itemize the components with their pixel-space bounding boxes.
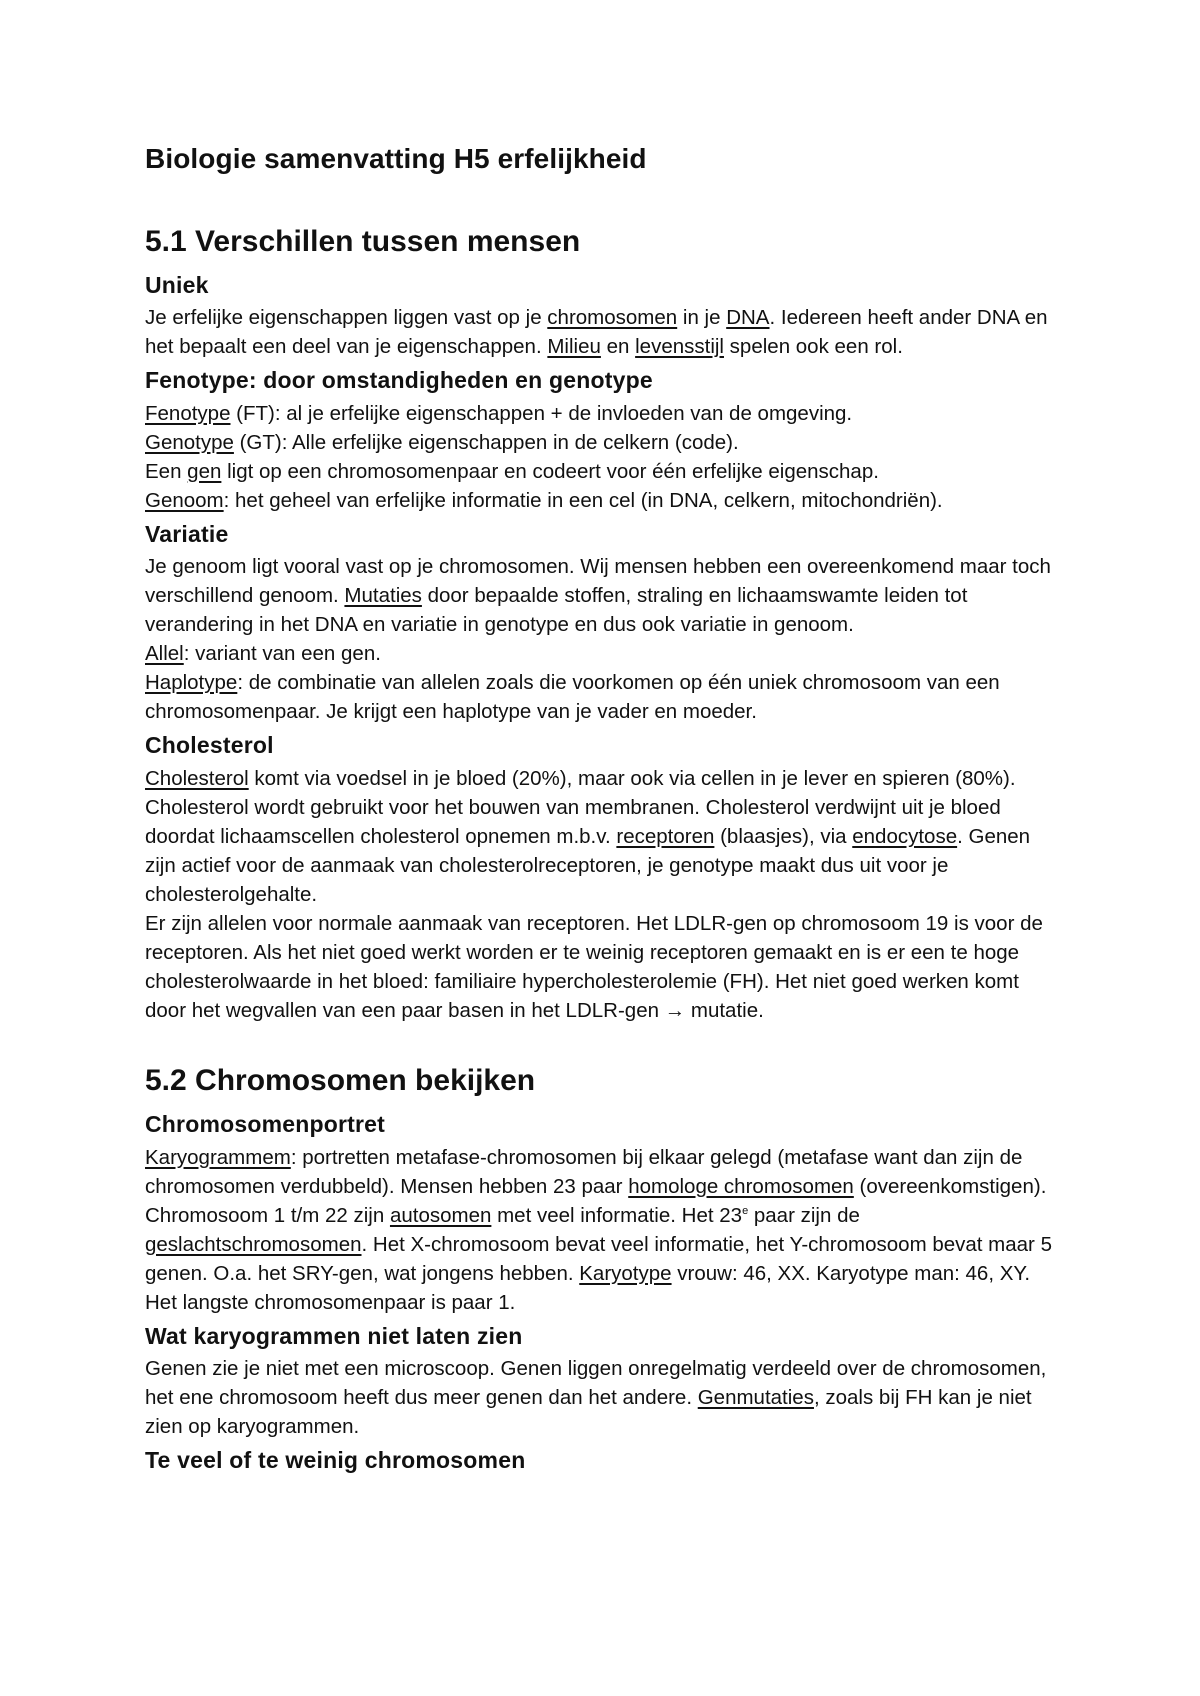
paragraph-variatie [145, 552, 1065, 639]
text-run: : het geheel van erfelijke informatie in een cel (in DNA, celkern, mitochondriën). [223, 488, 943, 512]
text-run: vrouw: 46, XX. Karyotype man: 46, XY. Het langste chromosomenpaar is paar 1. [145, 1261, 1031, 1314]
term-karyotype: Karyotype [579, 1261, 672, 1285]
text-run: Je erfelijke eigenschappen liggen vast op je [145, 306, 548, 330]
text-run: Genen zie je niet met een microscoop. Genen liggen onregelmatig verdeeld over de chromosomen, het ene chromosoom heeft dus meer genen dan het andere. [145, 1357, 1047, 1410]
term-levensstijl: levensstijl [635, 335, 724, 359]
term-milieu: Milieu [547, 335, 601, 359]
text-run: . Iedereen heeft ander DNA en het bepaalt een deel van je eigenschappen. [145, 306, 1048, 359]
section-heading-5-1: 5.1 Verschillen tussen mensen [145, 224, 581, 258]
term-dna: DNA [726, 306, 770, 330]
subheading-variatie: Variatie [145, 520, 229, 547]
term-cholesterol: Cholesterol [145, 766, 249, 790]
definition-gen [145, 457, 1065, 486]
paragraph-cholesterol-2 [145, 909, 1065, 1025]
text-run: (overeenkomstigen). Chromosoom 1 t/m 22 zijn [145, 1174, 1047, 1227]
subheading-cholesterol: Cholesterol [145, 732, 274, 759]
term-geslachtschromosomen: geslachtschromosomen [145, 1232, 362, 1256]
term-haplotype: Haplotype [145, 671, 238, 695]
text-run: Een [145, 459, 188, 483]
term-fenotype: Fenotype [145, 401, 231, 425]
paragraph-uniek [145, 303, 1065, 361]
paragraph-cholesterol-1 [145, 764, 1065, 909]
text-run: in je [677, 306, 727, 330]
text-run: ligt op een chromosomenpaar en codeert voor één erfelijke eigenschap. [221, 459, 879, 483]
term-genmutaties: Genmutaties [697, 1386, 814, 1410]
document-title: Biologie samenvatting H5 erfelijkheid [145, 143, 647, 174]
term-karyogrammem: Karyogrammem [145, 1145, 291, 1169]
text-run: paar zijn de [748, 1203, 860, 1227]
definition-genotype [145, 428, 1065, 457]
text-run: mutatie. [685, 998, 764, 1022]
text-run: (GT): Alle erfelijke eigenschappen in de celkern (code). [233, 430, 739, 454]
subheading-uniek: Uniek [145, 271, 209, 298]
arrow-right-icon: → [664, 998, 686, 1022]
text-run: Er zijn allelen voor normale aanmaak van receptoren. Het LDLR-gen op chromosoom 19 is voor de receptoren. Als het niet goed werkt worden er te weinig receptoren gemaakt en is er een te hoge cholesterolwaarde in het bloed: familiaire hypercholesterolemie (FH). Het niet goed werken komt door het wegvallen van een paar basen in het LDLR-gen [145, 911, 1043, 1022]
text-run: spelen ook een rol. [723, 335, 903, 359]
definition-haplotype [145, 668, 1065, 726]
term-genotype: Genotype [145, 430, 234, 454]
text-run: : de combinatie van allelen zoals die voorkomen op één uniek chromosoom van een chromosomenpaar. Je krijgt een haplotype van je vader en moeder. [145, 671, 1000, 724]
text-run: . Genen zijn actief voor de aanmaak van cholesterolreceptoren, je genotype maakt dus uit voor je cholesterolgehalte. [145, 824, 1031, 906]
term-homologe-chromosomen: homologe chromosomen [628, 1174, 854, 1198]
text-run: : portretten metafase-chromosomen bij elkaar gelegd (metafase want dan zijn de chromosomen verdubbeld). Mensen hebben 23 paar [145, 1145, 1023, 1198]
subheading-niet-zien: Wat karyogrammen niet laten zien [145, 1322, 523, 1349]
document-content [145, 142, 1065, 1479]
term-mutaties: Mutaties [344, 584, 422, 608]
subheading-fenotype: Fenotype: door omstandigheden en genotype [145, 367, 653, 394]
text-run: . Het X-chromosoom bevat veel informatie, het Y-chromosoom bevat maar 5 genen. O.a. het SRY-gen, wat jongens hebben. [145, 1232, 1052, 1285]
text-run: door bepaalde stoffen, straling en lichaamswamte leiden tot verandering in het DNA en variatie in genotype en dus ook variatie in genoom. [145, 584, 968, 637]
term-endocytose: endocytose [852, 824, 958, 848]
term-receptoren: receptoren [616, 824, 715, 848]
definition-fenotype [145, 399, 1065, 428]
definition-genoom [145, 486, 1065, 515]
text-run: komt via voedsel in je bloed (20%), maar ook via cellen in je lever en spieren (80%). Cholesterol wordt gebruikt voor het bouwen van membranen. Cholesterol verdwijnt uit je bloed doordat lichaamscellen cholesterol opnemen m.b.v. [145, 766, 1016, 848]
term-autosomen: autosomen [389, 1203, 492, 1227]
subheading-chromosomenportret: Chromosomenportret [145, 1110, 386, 1137]
paragraph-chromosomenportret [145, 1143, 1065, 1317]
term-allel: Allel [145, 642, 184, 666]
text-run: met veel informatie. Het 23 [491, 1203, 743, 1227]
term-chromosomen: chromosomen [547, 306, 678, 330]
text-run: en [600, 335, 636, 359]
text-run: (FT): al je erfelijke eigenschappen + de invloeden van de omgeving. [230, 401, 853, 425]
text-run: : variant van een gen. [183, 642, 381, 666]
subheading-te-veel: Te veel of te weinig chromosomen [145, 1447, 526, 1474]
text-run: , zoals bij FH kan je niet zien op karyogrammen. [145, 1386, 1032, 1439]
term-genoom: Genoom [145, 488, 224, 512]
paragraph-niet-zien [145, 1354, 1065, 1441]
superscript: e [742, 1204, 749, 1217]
term-gen: gen [187, 459, 222, 483]
text-run: Je genoom ligt vooral vast op je chromosomen. Wij mensen hebben een overeenkomend maar toch verschillend genoom. [145, 555, 1051, 608]
section-heading-5-2: 5.2 Chromosomen bekijken [145, 1063, 536, 1097]
definition-allel [145, 639, 1065, 668]
text-run: (blaasjes), via [714, 824, 853, 848]
